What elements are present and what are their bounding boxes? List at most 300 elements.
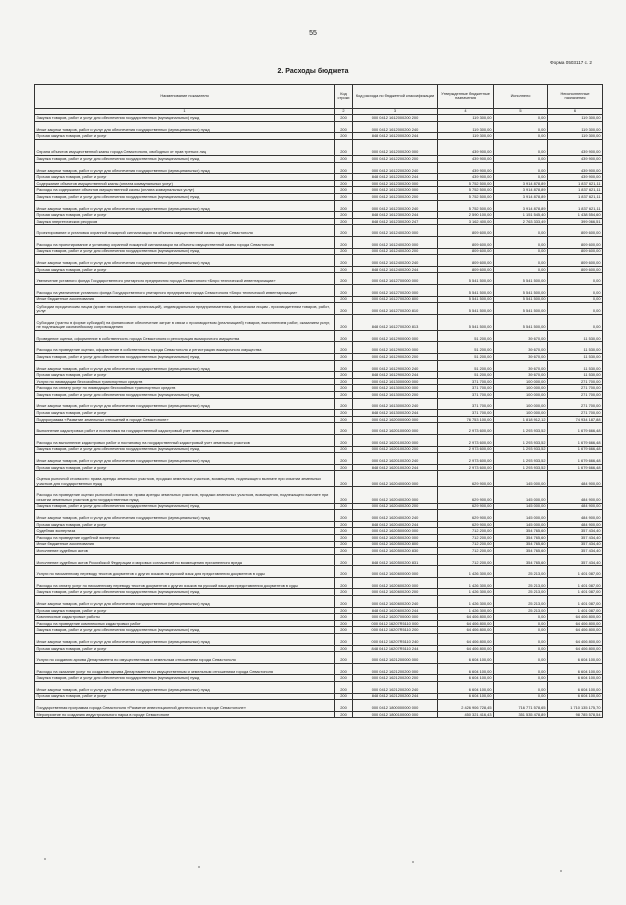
row-line-code: 200 — [335, 510, 353, 522]
row-classification: 000 0412 16207R5110 200 — [353, 627, 438, 634]
table-row — [35, 534, 603, 541]
row-line-code: 200 — [335, 237, 353, 249]
row-line-code: 200 — [335, 675, 353, 682]
row-unexecuted: 357 434,40 — [548, 548, 603, 555]
row-name: Прочая закупка товаров, работ и услуг — [35, 645, 335, 652]
row-approved: 629 900,00 — [438, 521, 494, 528]
row-classification: 000 0412 1620400200 000 — [353, 487, 438, 503]
row-executed: 145 000,00 — [494, 510, 548, 522]
table-row — [35, 589, 603, 596]
row-classification: 000 0412 1612900200 200 — [353, 354, 438, 361]
table-row — [35, 248, 603, 255]
row-classification: 000 0412 1612300200 200 — [353, 194, 438, 201]
row-classification: 000 0412 1612900200 240 — [353, 360, 438, 372]
row-unexecuted: 0,00 — [548, 314, 603, 330]
row-executed: 2 763 333,49 — [494, 218, 548, 225]
row-executed: 100 000,00 — [494, 392, 548, 399]
row-approved: 371 700,00 — [438, 392, 494, 399]
row-classification: 000 0412 1800100000 000 — [353, 711, 438, 718]
table-row — [35, 296, 603, 303]
row-approved: 2 973 600,00 — [438, 464, 494, 471]
row-name: Расходы на содержание объектов имущественной казны (оплата коммунальных услуг) — [35, 187, 335, 194]
table-row — [35, 682, 603, 694]
scan-speck — [412, 861, 414, 863]
row-unexecuted: 399 066,51 — [548, 218, 603, 225]
row-executed: 25 213,00 — [494, 607, 548, 614]
table-row — [35, 566, 603, 578]
row-classification: 000 0412 1800000000 000 — [353, 700, 438, 712]
row-approved: 439 900,00 — [438, 156, 494, 163]
row-approved: 3 162 400,00 — [438, 218, 494, 225]
row-executed: 351 535 478,89 — [494, 711, 548, 718]
row-unexecuted: 6 604 100,00 — [548, 675, 603, 682]
row-line-code: 200 — [335, 354, 353, 361]
row-name: Закупка товаров, работ и услуг для обеспечения государственных (муниципальных) нужд — [35, 503, 335, 510]
column-header-classification: Код расхода по бюджетной классификации — [353, 85, 438, 109]
row-name: Услуги по ликвидации бесхозяйных транспортных средств — [35, 378, 335, 385]
table-row — [35, 528, 603, 535]
row-classification: 000 0412 1612000200 000 — [353, 139, 438, 155]
table-row — [35, 115, 603, 122]
row-line-code: 200 — [335, 528, 353, 535]
row-line-code: 200 — [335, 614, 353, 621]
row-approved: 5 541 500,00 — [438, 284, 494, 296]
row-approved: 5 752 500,00 — [438, 194, 494, 201]
row-approved: 629 900,00 — [438, 471, 494, 487]
row-approved: 450 321 416,43 — [438, 711, 494, 718]
row-executed: 25 213,00 — [494, 566, 548, 578]
row-classification: 848 0412 1612700200 813 — [353, 314, 438, 330]
row-line-code: 200 — [335, 693, 353, 700]
row-executed: 0,00 — [494, 156, 548, 163]
row-line-code: 200 — [335, 248, 353, 255]
row-approved: 371 700,00 — [438, 378, 494, 385]
row-unexecuted: 809 600,00 — [548, 237, 603, 249]
row-approved: 712 200,00 — [438, 554, 494, 566]
column-index: 4 — [438, 108, 494, 115]
row-classification: 000 0412 1612700200 800 — [353, 296, 438, 303]
row-approved: 1 426 300,00 — [438, 596, 494, 608]
row-line-code: 200 — [335, 596, 353, 608]
table-row — [35, 194, 603, 201]
row-classification: 000 0412 1621200200 240 — [353, 682, 438, 694]
row-approved: 712 200,00 — [438, 548, 494, 555]
table-row — [35, 162, 603, 174]
row-unexecuted: 484 900,00 — [548, 503, 603, 510]
table-row — [35, 521, 603, 528]
row-classification: 848 0412 1621200200 244 — [353, 693, 438, 700]
row-unexecuted: 6 604 100,00 — [548, 652, 603, 664]
row-executed: 3 914 878,89 — [494, 180, 548, 187]
row-approved: 2 973 600,00 — [438, 434, 494, 446]
table-header-row — [35, 85, 603, 109]
row-name: Проведение оценки, оформление в собственность города Севастополя и регистрация выморочного имущества — [35, 330, 335, 342]
row-unexecuted: 1 679 666,48 — [548, 423, 603, 435]
row-classification: 000 0412 1612700200 000 — [353, 284, 438, 296]
row-line-code: 200 — [335, 121, 353, 133]
row-unexecuted: 119 300,00 — [548, 115, 603, 122]
table-row — [35, 577, 603, 589]
row-approved: 629 900,00 — [438, 487, 494, 503]
row-executed: 1 818 912,12 — [494, 416, 548, 423]
row-unexecuted: 11 530,00 — [548, 354, 603, 361]
row-unexecuted: 1 837 621,11 — [548, 194, 603, 201]
row-name: Иные закупки товаров, работ и услуг для обеспечения государственных (муниципальных) нужд — [35, 510, 335, 522]
table-row — [35, 266, 603, 273]
row-unexecuted: 6 604 100,00 — [548, 693, 603, 700]
row-unexecuted: 271 700,00 — [548, 392, 603, 399]
row-executed: 39 670,00 — [494, 354, 548, 361]
row-approved: 76 753 100,00 — [438, 416, 494, 423]
row-approved: 809 600,00 — [438, 248, 494, 255]
row-unexecuted: 11 530,00 — [548, 372, 603, 379]
row-executed: 0,00 — [494, 174, 548, 181]
table-row — [35, 360, 603, 372]
scan-speck — [198, 866, 200, 868]
row-name: Увеличение уставного фонда Государственного унитарного предприятия города Севастополя «Бюро технической инвентаризации» — [35, 273, 335, 285]
row-approved: 5 541 500,00 — [438, 273, 494, 285]
table-row — [35, 392, 603, 399]
row-classification: 000 0412 1620700000 000 — [353, 614, 438, 621]
scan-speck — [44, 858, 46, 860]
row-classification: 000 0412 1612200200 240 — [353, 162, 438, 174]
row-unexecuted: 357 434,40 — [548, 534, 603, 541]
row-name: Комплексные кадастровые работы — [35, 614, 335, 621]
row-unexecuted: 1 401 087,00 — [548, 577, 603, 589]
row-unexecuted: 809 600,00 — [548, 225, 603, 237]
row-approved: 119 300,00 — [438, 121, 494, 133]
row-unexecuted: 11 530,00 — [548, 360, 603, 372]
row-name: Подпрограмма «Развитие земельных отношений в городе Севастополе» — [35, 416, 335, 423]
row-unexecuted: 1 679 666,48 — [548, 453, 603, 465]
row-name: Расходы на проведение оценки, оформление в собственность города Севастополя и регистрацию выморочного имущества — [35, 342, 335, 354]
row-name: Закупка товаров, работ и услуг для обеспечения государственных (муниципальных) нужд — [35, 194, 335, 201]
row-approved: 6 604 100,00 — [438, 693, 494, 700]
row-name: Содержание объектов имущественной казны (оплата коммунальных услуг) — [35, 180, 335, 187]
table-row — [35, 314, 603, 330]
table-row — [35, 675, 603, 682]
row-line-code: 200 — [335, 378, 353, 385]
table-row — [35, 303, 603, 315]
row-name: Расходы на проведение комплексных кадастровых работ — [35, 620, 335, 627]
row-unexecuted: 809 600,00 — [548, 248, 603, 255]
row-classification: 000 0412 1620400000 000 — [353, 471, 438, 487]
row-line-code: 200 — [335, 577, 353, 589]
row-classification: 000 0412 1620100200 240 — [353, 453, 438, 465]
row-approved: 809 600,00 — [438, 266, 494, 273]
row-line-code: 200 — [335, 372, 353, 379]
row-unexecuted: 1 679 666,48 — [548, 464, 603, 471]
row-executed: 25 213,00 — [494, 577, 548, 589]
row-executed: 1 293 933,52 — [494, 464, 548, 471]
row-executed: 0,00 — [494, 614, 548, 621]
row-classification: 000 0412 1612700000 000 — [353, 273, 438, 285]
row-approved: 2 973 600,00 — [438, 423, 494, 435]
row-line-code: 200 — [335, 330, 353, 342]
row-executed: 0,00 — [494, 627, 548, 634]
row-classification: 000 0412 1620100200 000 — [353, 434, 438, 446]
row-unexecuted: 484 900,00 — [548, 471, 603, 487]
table-row — [35, 693, 603, 700]
table-row — [35, 284, 603, 296]
row-executed: 1 293 933,52 — [494, 434, 548, 446]
row-executed: 100 000,00 — [494, 385, 548, 392]
row-executed: 25 213,00 — [494, 589, 548, 596]
row-classification: 000 0412 1620600200 200 — [353, 589, 438, 596]
row-line-code: 200 — [335, 392, 353, 399]
row-approved: 51 200,00 — [438, 354, 494, 361]
row-line-code: 200 — [335, 180, 353, 187]
row-classification: 000 0412 1621200200 200 — [353, 675, 438, 682]
row-approved: 629 900,00 — [438, 503, 494, 510]
row-unexecuted: 1 401 087,00 — [548, 607, 603, 614]
row-executed: 145 000,00 — [494, 471, 548, 487]
row-name: Расходы на проведение оценки рыночной стоимости: права аренды земельных участков, продажи земельных участков, возмещения, подлежащего выплате при изъятии земельных участков для государственных нужд — [35, 487, 335, 503]
row-unexecuted: 119 300,00 — [548, 133, 603, 140]
table-row — [35, 645, 603, 652]
row-unexecuted: 357 434,40 — [548, 541, 603, 548]
row-classification: 848 0412 1613000200 244 — [353, 410, 438, 417]
row-classification: 000 0412 1621200000 000 — [353, 652, 438, 664]
row-unexecuted: 0,00 — [548, 273, 603, 285]
row-name: Расходы на проектирование и установку охранной пожарной сигнализации на объекты имущественной казны города Севастополя — [35, 237, 335, 249]
page-number: 55 — [309, 30, 317, 37]
table-row — [35, 385, 603, 392]
table-row — [35, 133, 603, 140]
row-unexecuted: 64 406 800,00 — [548, 614, 603, 621]
row-unexecuted: 439 900,00 — [548, 174, 603, 181]
row-executed: 354 765,60 — [494, 534, 548, 541]
row-unexecuted: 1 679 666,48 — [548, 446, 603, 453]
row-name: Исполнение судебных актов Российской Федерации и мировых соглашений по возмещению причиненного вреда — [35, 554, 335, 566]
row-executed: 0,00 — [494, 139, 548, 155]
row-name: Государственная программа города Севастополя «Развитие инвестиционной деятельности в городе Севастополе» — [35, 700, 335, 712]
row-unexecuted: 439 900,00 — [548, 139, 603, 155]
row-line-code: 200 — [335, 200, 353, 212]
row-executed: 25 213,00 — [494, 596, 548, 608]
row-approved: 5 752 500,00 — [438, 187, 494, 194]
table-row — [35, 510, 603, 522]
row-executed: 5 541 500,00 — [494, 284, 548, 296]
row-name: Закупка товаров, работ и услуг для обеспечения государственных (муниципальных) нужд — [35, 392, 335, 399]
row-classification: 848 0412 1612900200 244 — [353, 372, 438, 379]
row-executed: 0,00 — [494, 115, 548, 122]
row-approved: 439 900,00 — [438, 174, 494, 181]
scan-speck — [560, 870, 562, 872]
row-approved: 64 406 800,00 — [438, 614, 494, 621]
row-unexecuted: 484 900,00 — [548, 521, 603, 528]
table-row — [35, 187, 603, 194]
row-executed: 0,00 — [494, 693, 548, 700]
column-header-approved: Утвержденные бюджетные назначения — [438, 85, 494, 109]
row-line-code: 200 — [335, 534, 353, 541]
row-line-code: 200 — [335, 398, 353, 410]
table-row — [35, 620, 603, 627]
row-approved: 2 426 906 728,45 — [438, 700, 494, 712]
row-unexecuted: 119 300,00 — [548, 121, 603, 133]
row-classification: 848 0412 1620100200 244 — [353, 464, 438, 471]
row-approved: 51 200,00 — [438, 342, 494, 354]
row-approved: 1 426 300,00 — [438, 607, 494, 614]
table-row — [35, 627, 603, 634]
row-line-code: 200 — [335, 548, 353, 555]
row-classification: 000 0412 1620500200 000 — [353, 534, 438, 541]
row-name: Иные закупки товаров, работ и услуг для обеспечения государственных (муниципальных) нужд — [35, 121, 335, 133]
row-unexecuted: 809 600,00 — [548, 266, 603, 273]
table-row — [35, 434, 603, 446]
section-title: 2. Расходы бюджета — [277, 68, 349, 75]
row-classification: 000 0412 1613000200 200 — [353, 392, 438, 399]
row-line-code: 200 — [335, 487, 353, 503]
row-name: Иные закупки товаров, работ и услуг для обеспечения государственных (муниципальных) нужд — [35, 360, 335, 372]
row-line-code: 200 — [335, 453, 353, 465]
row-line-code: 200 — [335, 521, 353, 528]
row-approved: 6 604 100,00 — [438, 663, 494, 675]
row-approved: 712 200,00 — [438, 541, 494, 548]
table-row — [35, 446, 603, 453]
table-row — [35, 342, 603, 354]
row-line-code: 200 — [335, 225, 353, 237]
table-row — [35, 212, 603, 219]
row-line-code: 200 — [335, 620, 353, 627]
row-classification: 000 0412 1620400200 200 — [353, 503, 438, 510]
row-classification: 000 0412 1620500200 800 — [353, 541, 438, 548]
row-line-code: 200 — [335, 410, 353, 417]
table-row — [35, 453, 603, 465]
row-name: Иные закупки товаров, работ и услуг для обеспечения государственных (муниципальных) нужд — [35, 398, 335, 410]
row-unexecuted: 357 434,40 — [548, 554, 603, 566]
row-unexecuted: 1 837 621,11 — [548, 187, 603, 194]
row-executed: 145 000,00 — [494, 503, 548, 510]
row-name: Расходы на увеличение уставного фонда Государственного унитарного предприятия города Севастополя «Бюро технической инвентаризации» — [35, 284, 335, 296]
row-unexecuted: 1 837 621,11 — [548, 180, 603, 187]
table-row — [35, 180, 603, 187]
row-line-code: 200 — [335, 266, 353, 273]
row-line-code: 200 — [335, 700, 353, 712]
row-name: Закупка товаров, работ и услуг для обеспечения государственных (муниципальных) нужд — [35, 354, 335, 361]
row-classification: 848 0412 1620500200 831 — [353, 554, 438, 566]
column-header-line-code: Код строки — [335, 85, 353, 109]
row-line-code: 200 — [335, 296, 353, 303]
row-name: Охрана объектов имущественной казны города Севастополя, свободных от прав третьих лиц — [35, 139, 335, 155]
row-classification: 000 0412 1620400200 240 — [353, 510, 438, 522]
row-classification: 000 0412 1612400200 000 — [353, 225, 438, 237]
row-name: Иные закупки товаров, работ и услуг для обеспечения государственных (муниципальных) нужд — [35, 200, 335, 212]
row-name: Прочая закупка товаров, работ и услуг — [35, 410, 335, 417]
table-row — [35, 174, 603, 181]
row-line-code: 200 — [335, 645, 353, 652]
row-executed: 3 914 878,89 — [494, 194, 548, 201]
row-line-code: 200 — [335, 342, 353, 354]
row-name: Прочая закупка товаров, работ и услуг — [35, 266, 335, 273]
row-approved: 371 700,00 — [438, 398, 494, 410]
row-unexecuted: 6 604 100,00 — [548, 663, 603, 675]
row-line-code: 200 — [335, 471, 353, 487]
row-unexecuted: 1 401 087,00 — [548, 566, 603, 578]
row-approved: 6 604 100,00 — [438, 675, 494, 682]
row-classification: 000 0412 1620600000 000 — [353, 566, 438, 578]
row-classification: 000 0412 1612300200 000 — [353, 187, 438, 194]
expenditure-table — [34, 84, 603, 718]
row-line-code: 200 — [335, 607, 353, 614]
table-row — [35, 330, 603, 342]
row-executed: 39 670,00 — [494, 372, 548, 379]
table-row — [35, 471, 603, 487]
row-executed: 1 293 933,52 — [494, 446, 548, 453]
row-executed: 0,00 — [494, 663, 548, 675]
row-name: Прочая закупка товаров, работ и услуг — [35, 521, 335, 528]
table-row — [35, 410, 603, 417]
column-index: 1 — [35, 108, 335, 115]
row-unexecuted: 0,00 — [548, 296, 603, 303]
row-name: Закупка товаров, работ и услуг для обеспечения государственных (муниципальных) нужд — [35, 248, 335, 255]
row-approved: 1 426 300,00 — [438, 589, 494, 596]
row-name: Иные закупки товаров, работ и услуг для обеспечения государственных (муниципальных) нужд — [35, 682, 335, 694]
column-index: 3 — [353, 108, 438, 115]
row-executed: 0,00 — [494, 645, 548, 652]
row-unexecuted: 1 401 087,00 — [548, 589, 603, 596]
row-name: Мероприятие по созданию индустриального парка в городе Севастополе — [35, 711, 335, 718]
row-unexecuted: 1 438 554,60 — [548, 212, 603, 219]
row-approved: 371 700,00 — [438, 410, 494, 417]
row-name: Закупка товаров, работ и услуг для обеспечения государственных (муниципальных) нужд — [35, 115, 335, 122]
table-row — [35, 273, 603, 285]
table-row — [35, 121, 603, 133]
row-name: Иные бюджетные ассигнования — [35, 296, 335, 303]
row-name: Исполнение судебных актов — [35, 548, 335, 555]
row-executed: 0,00 — [494, 675, 548, 682]
row-classification: 000 0412 1620100000 000 — [353, 423, 438, 435]
row-classification: 848 0412 1620600200 244 — [353, 607, 438, 614]
row-classification: 000 0412 1612200200 200 — [353, 156, 438, 163]
row-executed: 5 541 500,00 — [494, 303, 548, 315]
row-line-code: 200 — [335, 541, 353, 548]
row-classification: 000 0412 1620000000 000 — [353, 416, 438, 423]
row-line-code: 200 — [335, 503, 353, 510]
row-approved: 64 406 800,00 — [438, 627, 494, 634]
row-unexecuted: 64 406 800,00 — [548, 645, 603, 652]
table-row — [35, 634, 603, 646]
row-name: Закупка энергетических ресурсов — [35, 218, 335, 225]
row-name: Прочая закупка товаров, работ и услуг — [35, 212, 335, 219]
row-approved: 2 973 600,00 — [438, 453, 494, 465]
row-line-code: 200 — [335, 446, 353, 453]
row-name: Закупка товаров, работ и услуг для обеспечения государственных (муниципальных) нужд — [35, 627, 335, 634]
table-row — [35, 487, 603, 503]
row-name: Иные закупки товаров, работ и услуг для обеспечения государственных (муниципальных) нужд — [35, 162, 335, 174]
row-name: Расходы на оплату услуг по письменному переводу текстов документов с других языков на русский язык для представления документов в суды — [35, 577, 335, 589]
form-number: Форма 0503117 с. 2 — [550, 60, 592, 65]
row-name: Проектирование и установка охранной пожарной сигнализации на объекты имущественной казны города Севастополя — [35, 225, 335, 237]
row-name: Расходы на проведение судебной экспертизы — [35, 534, 335, 541]
row-line-code: 200 — [335, 589, 353, 596]
row-executed: 100 000,00 — [494, 398, 548, 410]
row-executed: 5 541 500,00 — [494, 314, 548, 330]
row-unexecuted: 11 530,00 — [548, 330, 603, 342]
row-approved: 51 200,00 — [438, 372, 494, 379]
row-line-code: 200 — [335, 554, 353, 566]
row-classification: 000 0412 1612700200 810 — [353, 303, 438, 315]
row-line-code: 200 — [335, 423, 353, 435]
row-name: Закупка товаров, работ и услуг для обеспечения государственных (муниципальных) нужд — [35, 446, 335, 453]
table-row — [35, 200, 603, 212]
row-classification: 000 0412 1612000200 200 — [353, 115, 438, 122]
row-executed: 5 541 500,00 — [494, 273, 548, 285]
row-line-code: 200 — [335, 314, 353, 330]
row-line-code: 200 — [335, 156, 353, 163]
row-classification: 848 0412 1612200200 244 — [353, 174, 438, 181]
row-unexecuted: 64 406 800,00 — [548, 620, 603, 627]
